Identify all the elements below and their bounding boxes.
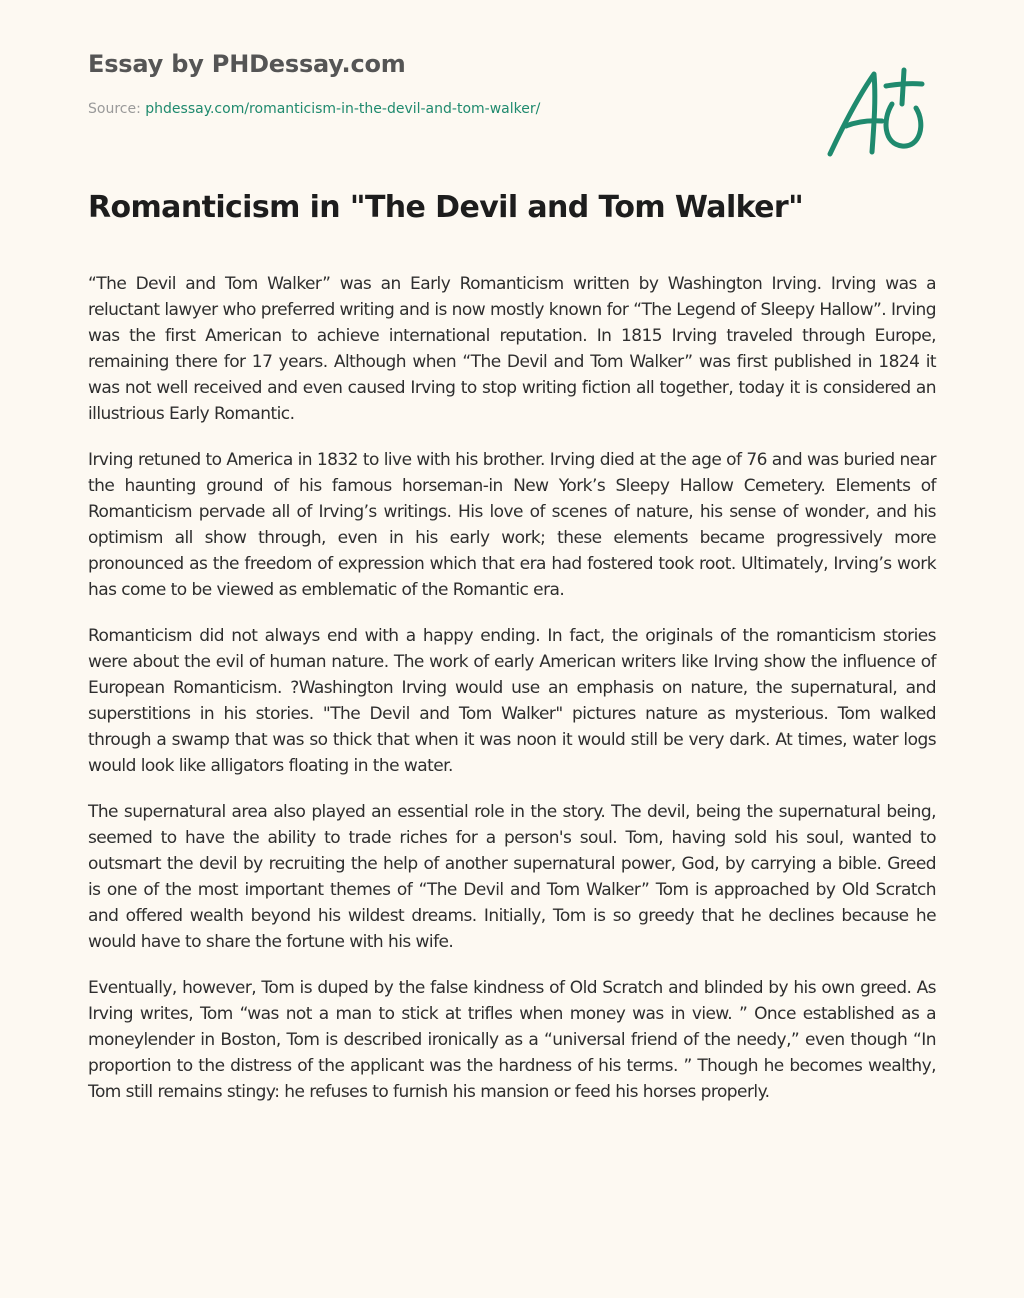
- paragraph: Eventually, however, Tom is duped by the false kindness of Old Scratch and blinded by his own greed. As Irving writes, Tom “was not a man to stick at trifles when money was in view. ” Once established as a moneylender in Boston, Tom is described ironically as a “universal friend of the needy,” even though “In proportion to the distress of the applicant was the hardness of his terms. ” Though he becomes wealthy, Tom still remains stingy: he refuses to furnish his mansion or feed his horses properly.: [88, 978, 936, 1102]
- source-link[interactable]: phdessay.com/romanticism-in-the-devil-and-tom-walker/: [145, 101, 541, 117]
- paragraph: Romanticism did not always end with a happy ending. In fact, the originals of the romanticism stories were about the evil of human nature. The work of early American writers like Irving show the influence of European Romanticism. ?Washington Irving would use an emphasis on nature, the supernatural, and superstitions in his stories. "The Devil and Tom Walker" pictures nature as mysterious. Tom walked through a swamp that was so thick that when it was noon it would still be very dark. At times, water logs would look like alligators floating in the water.: [88, 626, 936, 776]
- a-plus-grade-icon: [822, 64, 932, 160]
- essay-title: Romanticism in "The Devil and Tom Walker": [88, 190, 804, 225]
- paragraph: Irving retuned to America in 1832 to live with his brother. Irving died at the age of 76 and was buried near the haunting ground of his famous horseman-in New York’s Sleepy Hallow Cemetery. Elements of Romanticism pervade all of Irving’s writings. His love of scenes of nature, his sense of wonder, and his optimism all show through, even in his early work; these elements became progressively more pronounced as the freedom of expression which that era had fostered took root. Ultimately, Irving’s work has come to be viewed as emblematic of the Romantic era.: [88, 450, 936, 600]
- source-label: Source:: [88, 101, 146, 117]
- site-title: Essay by PHDessay.com: [88, 50, 406, 78]
- paragraph: “The Devil and Tom Walker” was an Early Romanticism written by Washington Irving. Irving was a reluctant lawyer who preferred writing and is now mostly known for “The Legend of Sleepy Hallow”. Irving was the first American to achieve international reputation. In 1815 Irving traveled through Europe, remaining there for 17 years. Although when “The Devil and Tom Walker” was first published in 1824 it was not well received and even caused Irving to stop writing fiction all together, today it is considered an illustrious Early Romantic.: [88, 274, 936, 424]
- essay-body: [88, 271, 936, 1125]
- paragraph: The supernatural area also played an essential role in the story. The devil, being the supernatural being, seemed to have the ability to trade riches for a person's soul. Tom, having sold his soul, wanted to outsmart the devil by recruiting the help of another supernatural power, God, by carrying a bible. Greed is one of the most important themes of “The Devil and Tom Walker” Tom is approached by Old Scratch and offered wealth beyond his wildest dreams. Initially, Tom is so greedy that he declines because he would have to share the fortune with his wife.: [88, 802, 936, 952]
- source-line: [88, 101, 540, 117]
